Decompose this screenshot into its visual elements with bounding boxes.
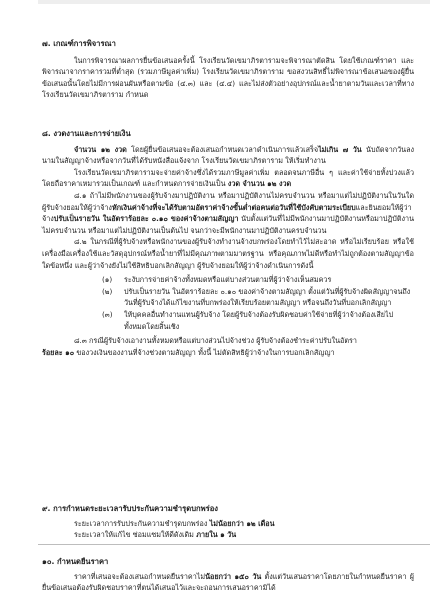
repair-label: ระยะเวลาให้แก้ไข ซ่อมแซมให้ดีดังเดิม [74, 530, 197, 540]
completion-days: ไม่เกิน ๗ วัน [318, 144, 362, 154]
section-7 [42, 38, 414, 101]
section-10-title: ๑๐. กำหนดยืนราคา [42, 557, 109, 566]
clause-8-1-end: นับตั้งแต่วันที่ไม่มีพนักงานมาปฏิบัติงานหรือมาปฏิบัติงานไม่ครบจำนวน หรือมาแต่ไม่ปฏิบัติงานเป็นต้นไป จนกว่าจะมีพนักงานมาปฏิบัติงานครบจำนวน [42, 214, 414, 235]
section-8-1 [42, 190, 414, 236]
clause-8-3-end: ของวงเงินของงานที่จ้างช่วงตามสัญญา ทั้งนี้ ไม่ตัดสิทธิผู้ว่าจ้างในการบอกเลิกสัญญา [74, 347, 335, 357]
list-text: ให้บุคคลอื่นทำงานแทนผู้รับจ้าง โดยผู้รับจ้างต้องรับผิดชอบค่าใช้จ่ายที่ผู้ว่าจ้างต้องเสียไปทั้งหมดโดยสิ้นเชิง [124, 309, 394, 331]
list-item [102, 274, 414, 286]
section-9-title: ๙. การกำหนดระยะเวลารับประกันความชำรุดบกพร่อง [42, 504, 218, 513]
validity-text: ราคาที่เสนอจะต้องเสนอกำหนดยืนราคาไม่ [74, 571, 206, 581]
section-10 [42, 556, 414, 594]
list-item [102, 309, 414, 332]
clause-8-1-deduction: หักเงินค่าจ้างที่จะได้รับตามอัตราค่าจ้างขั้นต่ำต่อคนต่อวันที่ใช้บังคับตามระเบียบ [111, 202, 356, 212]
payment-installments: งวด จำนวน ๑๒ งวด [227, 179, 292, 189]
section-8-3 [42, 335, 414, 358]
section-7-title: ๗. เกณฑ์การพิจารณา [42, 39, 116, 48]
section-divider [38, 544, 430, 545]
penalty-list [42, 274, 414, 332]
validity-days: น้อยกว่า ๑๕๐ วัน [205, 571, 262, 581]
clause-8-3-text: ๘.๓ กรณีผู้รับจ้างเอางานทั้งหมดหรือแต่บางส่วนไปจ้างช่วง ผู้รับจ้างต้องชำระค่าปรับในอัตรา [74, 336, 357, 346]
section-8 [42, 128, 414, 358]
list-number: (๓) [102, 309, 113, 319]
installment-count: จำนวน ๑๒ งวด [74, 144, 127, 154]
para-1-text: โดยผู้ยื่นข้อเสนอจะต้องเสนอกำหนดเวลาดำเนินการแล้วเสร็จ [126, 144, 319, 154]
list-number: (๑) [102, 275, 113, 285]
warranty-period [42, 518, 414, 530]
section-9 [42, 503, 414, 541]
para-1-text-end: นับถัดจากวันลงนามในสัญญาจ้างหรือจากวันที่ได้รับหนังสือแจ้งจาก โรงเรียนวัดเขมาภิรตาราม ให้เริ่มทำงาน [42, 144, 414, 166]
warranty-label: ระยะเวลาการรับประกันความชำรุดบกพร่อง [74, 518, 210, 528]
section-8-para-2 [42, 167, 414, 190]
warranty-value: ไม่น้อยกว่า ๑๒ เดือน [209, 518, 275, 528]
list-item [102, 286, 414, 309]
section-7-body: ในการพิจารณาผลการยื่นข้อเสนอครั้งนี้ โรงเรียนวัดเขมาภิรตารามจะพิจารณาตัดสิน โดยใช้เกณฑ์ราคา และ พิจารณาจากราคารวมที่ต่ำสุด (รวมภาษีมูลค่าเพิ่ม) โรงเรียนวัดเขมาภิรตาราม ขอสงวนสิทธิ์ไม่พิจารณาข้อเสนอของผู้ยื่นข้อเสนอนั้นโดยไม่มีการผ่อนผันหรือตามข้อ (๔.๓) และ (๔.๔) และไม่ส่งตัวอย่างอุปกรณ์และน้ำยาตามวันและเวลาที่ทางโรงเรียนวัดเขมาภิรตาราม กำหนด [42, 55, 414, 100]
section-8-para-1 [42, 144, 414, 167]
para-2-text: โรงเรียนวัดเขมาภิรตารามจะจ่ายค่าจ้างซึ่งได้รวมภาษีมูลค่าเพิ่ม ตลอดจนภาษีอื่น ๆ และค่าใช้จ่ายทั้งปวงแล้ว โดยถือราคาเหมารวมเป็นเกณฑ์ และกำหนดการจ่ายเงินเป็น [42, 167, 414, 189]
subcontract-penalty: ร้อยละ ๑๐ [42, 347, 75, 357]
section-10-body [42, 571, 414, 594]
clause-8-1-mid: และยินยอมให้ผู้ว่าจ้าง [42, 202, 412, 224]
repair-value: ภายใน ๑ วัน [196, 530, 237, 540]
clause-8-1-text: ๘.๑ ถ้าไม่มีพนักงานของผู้รับจ้างมาปฏิบัติงาน หรือมาปฏิบัติงานไม่ครบจำนวน หรือมาแต่ไม่ปฏิบัติงานในวันใด ผู้รับจ้างยอมให้ผู้ว่าจ้าง [42, 190, 414, 212]
top-edge [38, 0, 430, 4]
repair-period [42, 529, 414, 541]
validity-text-end: ตั้งแต่วันเสนอราคาโดยภายในกำหนดยืนราคา ผู้ยื่นข้อเสนอต้องรับผิดชอบราคาที่ตนได้เสนอไว้และจะถอนการเสนอราคามิได้ [42, 571, 414, 593]
clause-8-1-penalty: ปรับเป็นรายวัน ในอัตราร้อยละ ๐.๑๐ ของค่าจ้างตามสัญญา [53, 214, 239, 224]
section-8-2: ๘.๒ ในกรณีที่ผู้รับจ้างหรือพนักงานของผู้รับจ้างทำงานจ้างบกพร่องโดยทำไว้ไม่สะอาด หรือไม่เรียบร้อย หรือใช้เครื่องมือเครื่องใช้และวัสดุอุปกรณ์หรือน้ำยาที่ไม่มีคุณภาพตามมาตรฐาน หรือคุณภาพไม่ดีหรือทำไม่ถูกต้องตามสัญญาข้อใดข้อหนึ่ง และผู้ว่าจ้างยังไม่ใช้สิทธิบอกเลิกสัญญา ผู้รับจ้างยอมให้ผู้ว่าจ้างดำเนินการดังนี้ [42, 237, 414, 270]
list-text: ปรับเป็นรายวัน ในอัตราร้อยละ ๐.๑๐ ของค่าจ้างตามสัญญา ตั้งแต่วันที่ผู้รับจ้างผิดสัญญาจนถึงวันที่ผู้รับจ้างได้แก้ไขงานที่บกพร่องให้เรียบร้อยตามสัญญา หรือจนถึงวันที่บอกเลิกสัญญา [124, 286, 411, 308]
list-text: ระงับการจ่ายค่าจ้างทั้งหมดหรือแต่บางส่วนตามที่ผู้ว่าจ้างเห็นสมควร [124, 275, 332, 285]
section-8-title: ๘. งวดงานและการจ่ายเงิน [42, 129, 131, 138]
list-number: (๒) [102, 286, 113, 296]
